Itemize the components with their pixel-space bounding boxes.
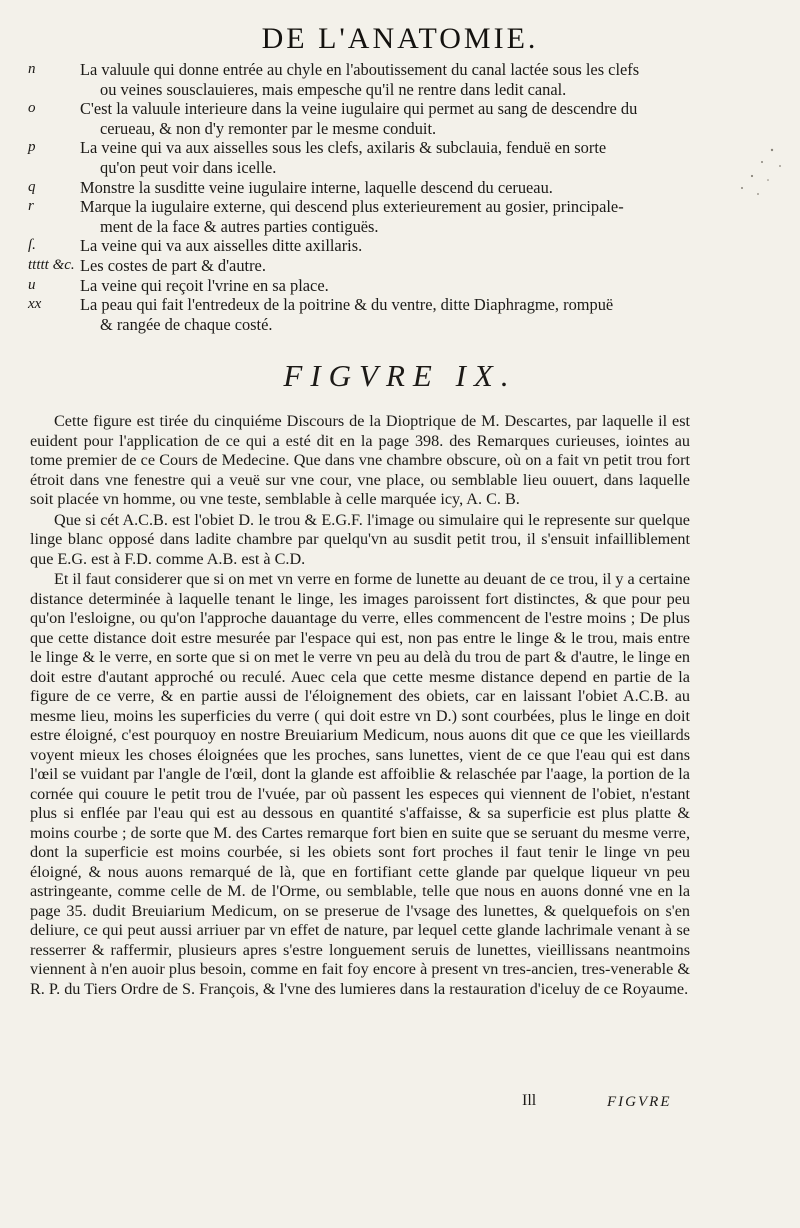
legend-line: La valuule qui donne entrée au chyle en l'aboutissement du canal lactée sous les clefs	[80, 60, 640, 79]
legend-key: u	[28, 276, 36, 293]
body-text	[30, 412, 690, 1000]
legend-continuation: qu'on peut voir dans icelle.	[100, 157, 277, 177]
legend-text	[80, 197, 688, 236]
figure-title: FIGVRE IX.	[283, 358, 517, 393]
legend-text	[80, 138, 688, 177]
legend-key: xx	[28, 296, 42, 313]
legend-text: Monstre la susditte veine iugulaire interne, laquelle descend du cerueau.	[80, 177, 553, 197]
paragraph: Que si cét A.C.B. est l'obiet D. le trou & E.G.F. l'image ou simulaire qui le represente sur quelque linge blanc opposé dans ladite chambre par quelqu'vn au susdit petit trou, il s'ensuit infailliblement que E.G. est à F.D. comme A.B. est à C.D.	[30, 510, 690, 568]
legend-key: n	[28, 61, 36, 77]
catchword: FIGVRE	[607, 1094, 672, 1110]
legend-key: r	[28, 198, 34, 215]
signature-mark: Ill	[522, 1092, 537, 1109]
legend-text	[80, 99, 688, 138]
legend-text: La veine qui va aux aisselles ditte axillaris.	[80, 236, 363, 256]
legend-continuation: cerueau, & non d'y remonter par le mesme conduit.	[100, 118, 437, 138]
legend-item	[28, 60, 688, 99]
paragraph: Et il faut considerer que si on met vn verre en forme de lunette au deuant de ce trou, il y a certaine distance determinée à laquelle tenant le linge, les images paroissent fort distinctes, & que pour peu qu'on l'esloigne, ou qu'on l'approche dauantage du verre, elles commencent de l'estre moins ; De plus que cette distance doit estre mesurée par l'espace qui est, non pas entre le linge & le trou, mais entre le linge & le verre, en sorte que si on met le verre vn peu au delà du trou de part & d'autre, le linge en doit estre d'autant approché ou reculé. Auec cela que cette mesme distance depend en partie de la figure de ce verre, & en partie aussi de l'éloignement des obiets, car en laissant l'obiet A.C.B. au mesme lieu, moins les superficies du verre ( qui doit estre vn D.) sont courbées, plus le linge en doit estre éloigné, c'est pourquoy en nostre Breuiarium Medicum, nous auons dit que ce que les vieillards voyent mieux les choses éloignées que les proches, sans lunettes, vient de ce que l'eau qui est dans l'œil se vuidant par l'angle de l'œil, dont la glande est affoiblie & relaschée par l'aage, la portion de la cornée qui couure le petit trou de l'vuée, par où passent les especes qui viennent de l'obiet, n'estant plus si enflée par l'eau qui est au dessous en quantité s'affaisse, & sa superficie est plus platte & moins courbe ; de sorte que M. des Cartes remarque fort bien en suite que se seruant du mesme verre, dont la superficie est moins courbée, si les obiets sont fort proches il faut tenir le linge vn peu éloigné, & nous auons remarqué de là, que en fortifiant cette glande par quelque liqueur vn peu astringeante, comme celle de M. de l'Orme, ou semblable, telle que nous en auons donné vne en la page 35. dudit Breuiarium Medicum, on se preserue de l'vsage des lunettes, & quelquefois on s'en deliure, ce qui peut aussi arriuer par vn effet de nature, par lequel cette glande lachrimale venant à se resserrer & raffermir, plusieurs apres s'estre longuement seruis de lunettes, vieillissans neantmoins viennent à n'en auoir plus besoin, comme en fait foy encore à present vn tres-ancien, tres-venerable & R. P. du Tiers Ordre de S. François, & l'vne des lumieres dans la restauration d'iceluy de ce Royaume.	[30, 570, 690, 998]
legend-item	[28, 276, 688, 296]
legend-key: ſ.	[28, 237, 36, 254]
legend-text: La veine qui reçoit l'vrine en sa place.	[80, 275, 329, 295]
legend-item	[28, 236, 688, 256]
legend-text: Les costes de part & d'autre.	[80, 255, 266, 275]
legend-item	[28, 256, 688, 276]
legend-key: ttttt &c.	[28, 256, 75, 273]
legend-key: o	[28, 100, 36, 117]
legend-key: q	[28, 178, 36, 195]
legend-key: p	[28, 139, 36, 156]
running-head: DE L'ANATOMIE.	[261, 22, 539, 55]
legend-text	[80, 60, 688, 99]
legend-item	[28, 197, 688, 236]
ink-specks-decoration	[722, 140, 792, 210]
legend-item	[28, 178, 688, 198]
legend-continuation: ment de la face & autres parties contiguës.	[100, 216, 379, 236]
paragraph: Cette figure est tirée du cinquiéme Discours de la Dioptrique de M. Descartes, par laquelle il est euident pour l'application de ce qui a esté dit en la page 398. des Remarques curieuses, iointes au tome premier de ce Cours de Medecine. Que dans vne chambre obscure, où on a fait vn petit trou fort étroit dans vne fenestre qui a veuë sur vne cour, vne place, ou semblable lieu ouuert, dans laquelle soit placée vn homme, ou vne teste, semblable à celle marquée icy, A. C. B.	[30, 412, 690, 508]
legend-line: La peau qui fait l'entredeux de la poitrine & du ventre, ditte Diaphragme, rompuë	[80, 295, 614, 315]
legend-continuation: ou veines sousclauieres, mais empesche qu'il ne rentre dans ledit canal.	[100, 79, 567, 99]
figure-legend	[28, 60, 688, 334]
legend-item	[28, 138, 688, 177]
legend-line: Marque la iugulaire externe, qui descend plus exterieurement au gosier, principale-	[80, 197, 624, 217]
legend-continuation: & rangée de chaque costé.	[100, 314, 273, 334]
legend-item	[28, 295, 688, 334]
legend-item	[28, 99, 688, 138]
legend-line: C'est la valuule interieure dans la veine iugulaire qui permet au sang de descendre du	[80, 99, 638, 119]
legend-line: La veine qui va aux aisselles sous les clefs, axilaris & subclauia, fenduë en sorte	[80, 138, 607, 158]
legend-text	[80, 295, 688, 334]
